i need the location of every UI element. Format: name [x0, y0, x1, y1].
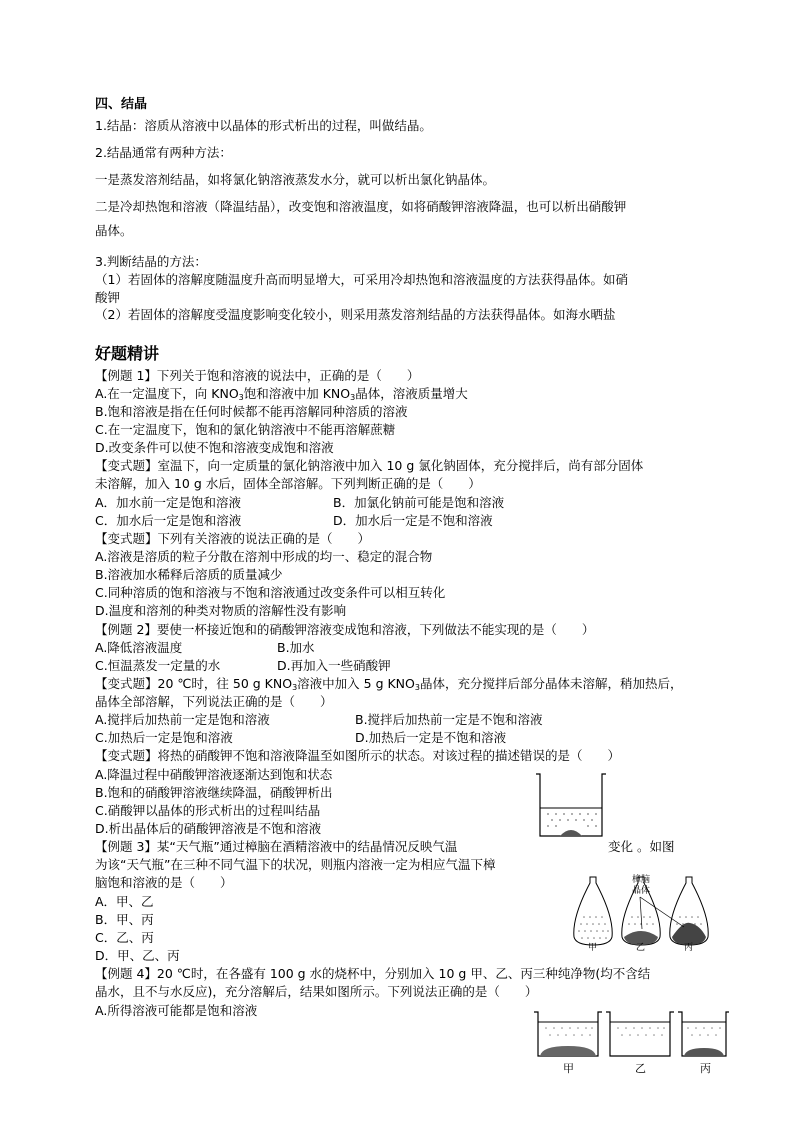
option-a: A.溶液是溶质的粒子分散在溶剂中形成的均一、稳定的混合物: [95, 549, 433, 564]
section-title: 四、结晶: [95, 97, 148, 112]
figure-label: 乙: [636, 943, 646, 953]
option-a: A．甲、乙: [95, 894, 154, 909]
option-c: C.加热后一定是饱和溶液: [95, 730, 233, 745]
option-c: C．加水后一定是饱和溶液: [95, 513, 242, 528]
figure-label: 丙: [700, 1062, 711, 1075]
section-heading: 好题精讲: [95, 344, 160, 363]
option-a: A.降温过程中硝酸钾溶液逐渐达到饱和状态: [95, 767, 333, 782]
paragraph: 2.结晶通常有两种方法：: [95, 145, 232, 160]
option-d: D.析出晶体后的硝酸钾溶液是不饱和溶液: [95, 821, 322, 836]
option-b: B.饱和溶液是指在任何时候都不能再溶解同种溶质的溶液: [95, 404, 408, 419]
figure-label: 甲: [563, 1062, 574, 1075]
option-d: D．加水后一定是不饱和溶液: [333, 513, 493, 528]
question: 【变式题】将热的硝酸钾不饱和溶液降温至如图所示的状态。对该过程的描述错误的是（ ）: [95, 748, 621, 763]
question: 【例题 1】下列关于饱和溶液的说法中，正确的是（ ）: [95, 368, 420, 383]
question: 脑饱和溶液的是（ ）: [95, 875, 233, 890]
option-c: C.同种溶质的饱和溶液与不饱和溶液通过改变条件可以相互转化: [95, 585, 446, 600]
question: 晶水，且不与水反应)，充分溶解后，结果如图所示。下列说法正确的是（ ）: [95, 984, 538, 999]
option-a: A.降低溶液温度: [95, 640, 183, 655]
option-c: C．乙、丙: [95, 930, 154, 945]
paragraph: 二是冷却热饱和溶液（降温结晶），改变饱和溶液温度，如将硝酸钾溶液降温，也可以析出硝酸钾: [95, 199, 627, 214]
option-b: B.搅拌后加热前一定是不饱和溶液: [355, 712, 543, 727]
question: 为该“天气瓶”在三种不同气温下的状况，则瓶内溶液一定为相应气温下樟: [95, 857, 496, 872]
question: 【例题 4】20 ℃时，在各盛有 100 g 水的烧杯中，分别加入 10 g 甲、乙、丙三种纯净物(均不含结: [95, 966, 651, 981]
option-b: B.加水: [277, 640, 315, 655]
option-b: B．加氯化钠前可能是饱和溶液: [333, 495, 505, 510]
option-b: B．甲、丙: [95, 912, 154, 927]
option-c: C.在一定温度下，饱和的氯化钠溶液中不能再溶解蔗糖: [95, 422, 396, 437]
option-a: A．加水前一定是饱和溶液: [95, 495, 242, 510]
option-a: A.在一定温度下，向 $KNO_3$饱和溶液中加 $KNO_3$晶体，溶液质量增大: [95, 386, 468, 402]
question: 变化 。如图: [608, 839, 675, 854]
question: 【例题 3】某“天气瓶”通过樟脑在酒精溶液中的结晶情况反映气温: [95, 839, 458, 854]
option-d: D.改变条件可以使不饱和溶液变成饱和溶液: [95, 440, 334, 455]
option-b: B.溶液加水稀释后溶质的质量减少: [95, 567, 283, 582]
option-c: C.硝酸钾以晶体的形式析出的过程叫结晶: [95, 803, 321, 818]
option-d: D.再加入一些硝酸钾: [277, 658, 391, 673]
paragraph: 3.判断结晶的方法：: [95, 254, 207, 269]
option-a: A.搅拌后加热前一定是饱和溶液: [95, 712, 270, 727]
paragraph: 一是蒸发溶剂结晶，如将氯化钠溶液蒸发水分，就可以析出氯化钠晶体。: [95, 172, 496, 187]
paragraph: 1.结晶：溶质从溶液中以晶体的形式析出的过程，叫做结晶。: [95, 118, 432, 133]
three-beakers-figure: [530, 1008, 730, 1060]
paragraph: （1）若固体的溶解度随温度升高而明显增大，可采用冷却热饱和溶液温度的方法获得晶体。如硝: [95, 272, 628, 287]
option-d: D.加热后一定是不饱和溶液: [355, 730, 507, 745]
option-b: B.饱和的硝酸钾溶液继续降温，硝酸钾析出: [95, 785, 333, 800]
option-d: D.温度和溶剂的种类对物质的溶解性没有影响: [95, 603, 347, 618]
figure-label: 乙: [635, 1062, 646, 1075]
question: 【变式题】下列有关溶液的说法正确的是（ ）: [95, 531, 371, 546]
option-a: A.所得溶液可能都是饱和溶液: [95, 1003, 258, 1018]
question: 晶体全部溶解，下列说法正确的是（ ）: [95, 694, 333, 709]
option-d: D．甲、乙、丙: [95, 948, 180, 963]
paragraph: 酸钾: [95, 290, 121, 305]
figure-label: 丙: [684, 943, 694, 953]
question: 【变式题】室温下，向一定质量的氯化钠溶液中加入 10 g 氯化钠固体，充分搅拌后，尚有部分固体: [95, 458, 644, 473]
beaker-figure: [530, 770, 610, 840]
question: 【变式题】20 ℃时，往 50 g $KNO_3$溶液中加入 5 g $KNO_3$晶体，充分搅拌后部分晶体未溶解，稍加热后，: [95, 676, 683, 692]
figure-label: 樟脑: [632, 875, 651, 885]
paragraph: 晶体。: [95, 223, 133, 238]
paragraph: （2）若固体的溶解度受温度影响变化较小，则采用蒸发溶剂结晶的方法获得晶体。如海水晒盐: [95, 307, 616, 322]
question: 【例题 2】要使一杯接近饱和的硝酸钾溶液变成饱和溶液，下列做法不能实现的是（ ）: [95, 622, 595, 637]
figure-label: 甲: [588, 943, 598, 953]
figure-label: 晶体: [632, 886, 651, 896]
option-c: C.恒温蒸发一定量的水: [95, 658, 221, 673]
question: 未溶解，加入 10 g 水后，固体全部溶解。下列判断正确的是（ ）: [95, 476, 481, 491]
